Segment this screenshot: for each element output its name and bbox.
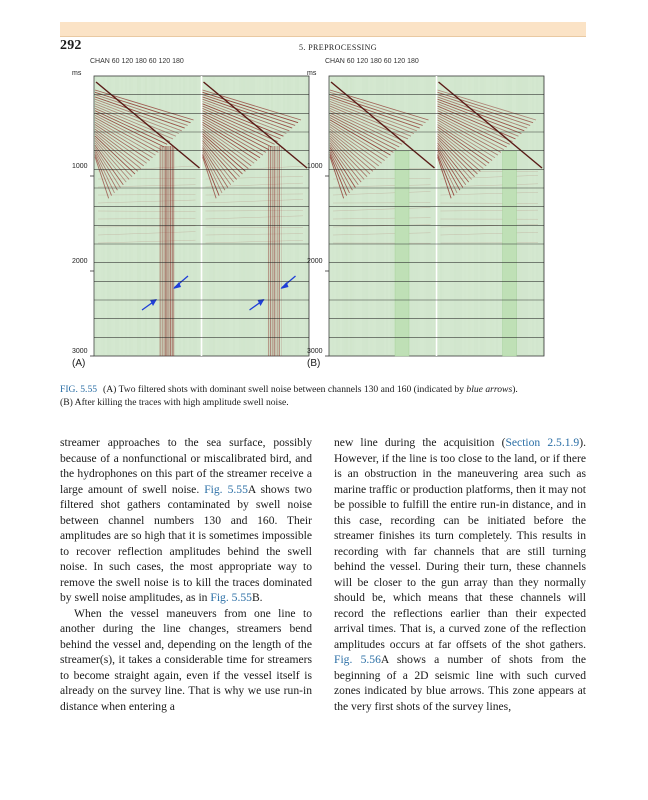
killed-traces-b-1 — [503, 151, 517, 356]
right-text-b: ). However, if the line is too close to the land, or if there is an obstruction in the maneuvering area such as marine traffic or production platforms, then it may not be possible to fulfill the entire run-in distance, and in this case, recording can be initiated before the streamer finishes its turn completely. This results in recording with far channels that are still turning behind the vessel. During their turn, these channels will be closer to the gun array than they normally should be, which means that these channels will record the reflections earlier than their expected arrival times. That is, a curved zone of the reflection amplitudes occurs at far offsets of the shot gathers. — [334, 436, 586, 651]
header-rule — [60, 36, 586, 37]
time-tick-b-3000: 3000 — [307, 348, 323, 355]
body-column-left — [60, 435, 312, 714]
caption-text-b: ). — [512, 384, 518, 395]
caption-line-2: (B) After killing the traces with high amplitude swell noise. — [60, 396, 289, 408]
units-label-a: ms — [72, 70, 82, 77]
running-head — [0, 43, 648, 52]
page-number: 292 — [60, 38, 82, 53]
right-text-a: new line during the acquisition ( — [334, 436, 506, 449]
left-paragraph-2: When the vessel maneuvers from one line to another during the line changes, streamers bend behind the vessel and, depending on the length of the streamer(s), it takes a considerable time for streamers to become straight again, even if the vessel itself is already on the survey line. That is why we use run-in distance when entering a — [60, 606, 312, 713]
seismic-panel-a — [72, 58, 312, 378]
left-p1-text-a: streamer approaches to the sea surface, possibly because of a nonfunctional or miscalibrated bird, and the hydrophones on this part of the streamer receive a large amount of swell noise. — [60, 436, 312, 496]
left-p1-text-c: B. — [251, 591, 263, 604]
right-text-c: A shows a number of shots from the beginning of a 2D seismic line with such curved zones indicated by blue arrows. This zone appears at the very first shots of the survey lines, — [334, 653, 586, 713]
units-label-b: ms — [307, 70, 317, 77]
header-bar — [60, 22, 586, 36]
left-p1-text-b: A shows two filtered shot gathers contaminated by swell noise between channel numbers 130 and 160. Their amplitudes are so high that it is sometimes impossible to recover reflection amplitudes behind the swell noise. In such cases, the most appropriate way to remove the swell noise is to kill the traces dominated by swell noise amplitudes, as in — [60, 482, 312, 604]
time-tick-b-2000: 2000 — [307, 258, 323, 265]
figure-number: FIG. 5.55 — [60, 384, 98, 395]
channel-axis-label-a: CHAN 60 120 180 60 120 180 — [90, 58, 184, 65]
time-tick-b-1000: 1000 — [307, 163, 323, 170]
left-paragraph-1 — [60, 435, 312, 606]
caption-text-a: (A) Two filtered shots with dominant swell noise between channels 130 and 160 (indicated by — [103, 384, 467, 395]
killed-traces-b-0 — [395, 151, 409, 356]
caption-emphasis: blue arrows — [466, 384, 513, 395]
time-tick-a-2000: 2000 — [72, 258, 88, 265]
right-paragraph-1 — [334, 435, 586, 714]
body-column-right — [334, 435, 586, 714]
fig-5-55-link-1[interactable]: Fig. 5.55 — [204, 482, 248, 496]
time-tick-a-1000: 1000 — [72, 163, 88, 170]
swell-noise-a-0 — [160, 146, 174, 356]
section-2-5-1-9-link[interactable]: Section 2.5.1.9 — [505, 436, 580, 449]
seismic-panel-b — [307, 58, 547, 378]
fig-5-56-link[interactable]: Fig. 5.56 — [334, 653, 381, 666]
seismic-image-a — [72, 58, 312, 358]
channel-axis-label-b: CHAN 60 120 180 60 120 180 — [325, 58, 419, 65]
time-tick-a-3000: 3000 — [72, 348, 88, 355]
swell-noise-a-1 — [268, 146, 281, 356]
running-head-text: 5. PREPROCESSING — [299, 43, 377, 52]
fig-5-55-link-2[interactable]: Fig. 5.55 — [210, 591, 252, 604]
panel-label-b: (B) — [307, 358, 321, 369]
figure-caption — [60, 384, 590, 409]
panel-label-a: (A) — [72, 358, 86, 369]
seismic-image-b — [307, 58, 547, 358]
